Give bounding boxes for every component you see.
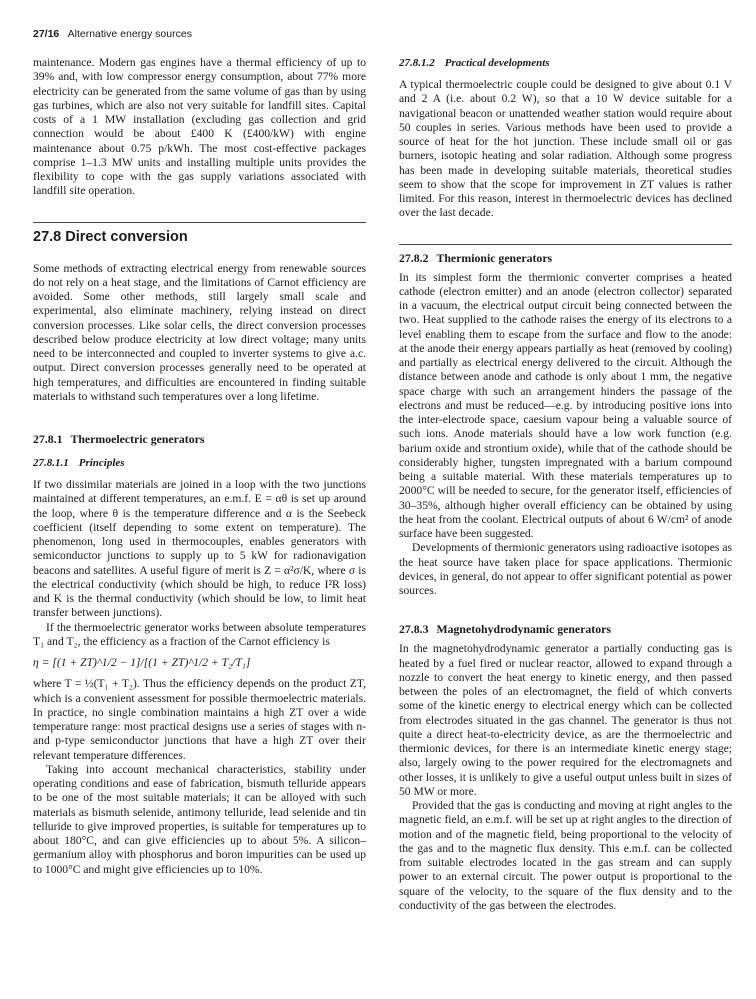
left-column xyxy=(33,56,366,877)
subsubsection-title: Practical developments xyxy=(444,57,550,69)
paragraph-principles-1: If two dissimilar materials are joined in a loop with the two junctions maintained at different temperatures, an e.m.f. E = αθ is set up around the loop, where θ is the temperature difference and α is the Seebeck coefficient (itself depending to some extent on temperature). The phenomenon, long used in thermocouples, enables generators with semiconductor junctions to supply up to 5 kW for radionavigation beacons and satellites. A useful figure of merit is Z = α²σ/K, where σ is the electrical conductivity (which should be high, to reduce I²R loss) and K is the thermal conductivity (which should be low, to limit heat transfer between junctions). xyxy=(33,478,366,620)
subsubsection-number: 27.8.1.2 xyxy=(399,57,435,69)
paragraph-principles-3: where T = ½(T₁ + T₂). Thus the efficiency depends on the product ZT, which is a convenient assessment for possible thermoelectric materials. In practice, no single combination maintains a high ZT over a wide temperature range: most practical designs use a series of stages with n- and p-type semiconductor junctions that have a high ZT over their relevant temperature differences. xyxy=(33,677,366,762)
subsection-number: 27.8.2 xyxy=(399,250,429,265)
right-column xyxy=(399,56,732,913)
paragraph-thermionic-2: Developments of thermionic generators using radioactive isotopes as the heat source have taken place for space applications. Thermionic devices, in general, do not appear to offer significant potential as power sources. xyxy=(399,541,732,597)
paragraph-direct-conversion: Some methods of extracting electrical energy from renewable sources do not rely on a heat stage, and the limitations of Carnot efficiency are avoided. Some other methods, still largely small scale and experimental, also eliminate machinery, relying instead on direct conversion processes. Like solar cells, the direct conversion processes described below produce electricity at low direct voltage; many units need to be interconnected and coupled to inverter systems to give a.c. output. Direct conversion processes generally need to be operated at high temperatures, and difficulties are encountered in finding suitable materials to withstand such temperatures over a long lifetime. xyxy=(33,261,366,403)
subsection-heading-thermionic xyxy=(399,251,732,265)
paragraph-principles-4: Taking into account mechanical characteristics, stability under operating conditions and ease of fabrication, bismuth telluride appears to be one of the most suitable materials; it can be alloyed with such materials as bismuth selenide, antimony telluride, lead selenide and tin telluride to give improved properties, is suitable for temperatures up to about 180°C, and can give efficiencies up to about 5%. A silicon–germanium alloy with phosphorus and boron impurities can be used up to 1000°C and might give efficiencies up to 10%. xyxy=(33,762,366,876)
subsubsection-number: 27.8.1.1 xyxy=(33,457,69,469)
subsubsection-heading-practical xyxy=(399,56,732,70)
subsection-title: Magnetohydrodynamic generators xyxy=(436,622,611,637)
subsection-number: 27.8.1 xyxy=(33,432,63,446)
subsection-heading-mhd xyxy=(399,622,732,636)
paragraph-thermionic-1: In its simplest form the thermionic converter comprises a heated cathode (electron emitter) and an anode (electron collector) separated in a vacuum, the electrical output circuit being connected between the two. Heat supplied to the cathode raises the energy of its electrons to a level enabling them to escape from the surface and flow to the anode: at the anode their energy appears partially as heat (removed by cooling) and partially as electrical energy delivered to the circuit. Although the distance between anode and cathode is only about 1 mm, the negative space charge with such an arrangement hinders the passage of the electrons and must be reduced—e.g. by introducing positive ions into the inter-electrode space, caesium vapour being a valuable source of such ions. Anode materials should have a low work function (e.g. barium oxide and strontium oxide), while that of the cathode should be considerably higher, tungsten impregnated with a barium compound being a suitable material. With these materials temperatures up to 2000°C will be needed to secure, for the generator itself, efficiencies of 30–35%, although higher overall efficiency can be obtained by using the heat from the coolant. Electrical outputs of about 6 W/cm² of anode surface have been suggested. xyxy=(399,270,732,540)
section-heading-direct-conversion: 27.8 Direct conversion xyxy=(33,228,188,245)
paragraph-mhd-1: In the magnetohydrodynamic generator a partially conducting gas is heated by a fuel fired or nuclear reactor, allowed to expand through a nozzle to convert the heat energy to kinetic energy, and then passed between the poles of an electromagnet, the field of which converts some of the kinetic energy to electrical energy which can be collected from electrodes situated in the gas channel. The generator is thus not quite a direct heat-to-electricity device, as are the thermoelectric and thermionic devices, for there is an intermediate kinetic energy stage; also, largely owing to the power required for the electromagnets and other losses, it is unlikely to give a useful output unless built in sizes of 50 MW or more. xyxy=(399,642,732,798)
running-title: Alternative energy sources xyxy=(67,28,192,40)
subsection-title: Thermionic generators xyxy=(436,250,553,265)
paragraph-practical: A typical thermoelectric couple could be designed to give about 0.1 V and 2 A (i.e. about 0.2 W), so that a 10 W device suitable for a navigational beacon or unattended weather station would require about 50 couples in series. Various methods have been used to provide a source of heat for the hot junction. These include small oil or gas burners, isotopic heating and solar radiation. Although some progress has been made in developing suitable materials, theoretical studies seem to show that the scope for improvement in ZT values is rather limited. For this reason, interest in thermoelectric devices has declined over the last decade. xyxy=(399,78,732,220)
paragraph-principles-2: If the thermoelectric generator works between absolute temperatures T₁ and T₂, the efficiency as a fraction of the Carnot efficiency is xyxy=(33,620,366,648)
subsection-number: 27.8.3 xyxy=(399,622,429,637)
paragraph-maintenance: maintenance. Modern gas engines have a thermal efficiency of up to 39% and, with low compressor energy consumption, about 77% more electricity can be generated from the same volume of gas than by using gas turbines, which are also not very suitable for landfill sites. Capital costs of a 1 MW installation (excluding gas collection and grid connection would be about £400 K (£400/kW) with engine maintenance about 0.75 p/kWh. The most cost-effective packages comprise 1–1.3 MW units and installing multiple units provides the flexibility to cope with the gas supply variations associated with landfill site operation. xyxy=(33,56,366,198)
running-header xyxy=(33,28,733,40)
subsubsection-title: Principles xyxy=(78,457,125,469)
subsection-heading-thermoelectric xyxy=(33,432,366,446)
paragraph-mhd-2: Provided that the gas is conducting and moving at right angles to the magnetic field, an e.m.f. will be set up at right angles to the direction of motion and of the magnetic field, being proportional to the velocity of the gas and to the magnetic flux density. This e.m.f. can be collected from suitable electrodes located in the gas stream and can supply power to an external circuit. The power output is proportional to the square of the velocity, to the square of the flux density and to the conductivity of the gas between the electrodes. xyxy=(399,799,732,912)
page-number: 27/16 xyxy=(33,28,60,40)
subsection-title: Thermoelectric generators xyxy=(70,432,205,446)
subsubsection-heading-principles xyxy=(33,456,366,470)
efficiency-equation: η = [(1 + ZT)^1/2 − 1]/[(1 + ZT)^1/2 + T₂/T₁] xyxy=(33,656,251,669)
